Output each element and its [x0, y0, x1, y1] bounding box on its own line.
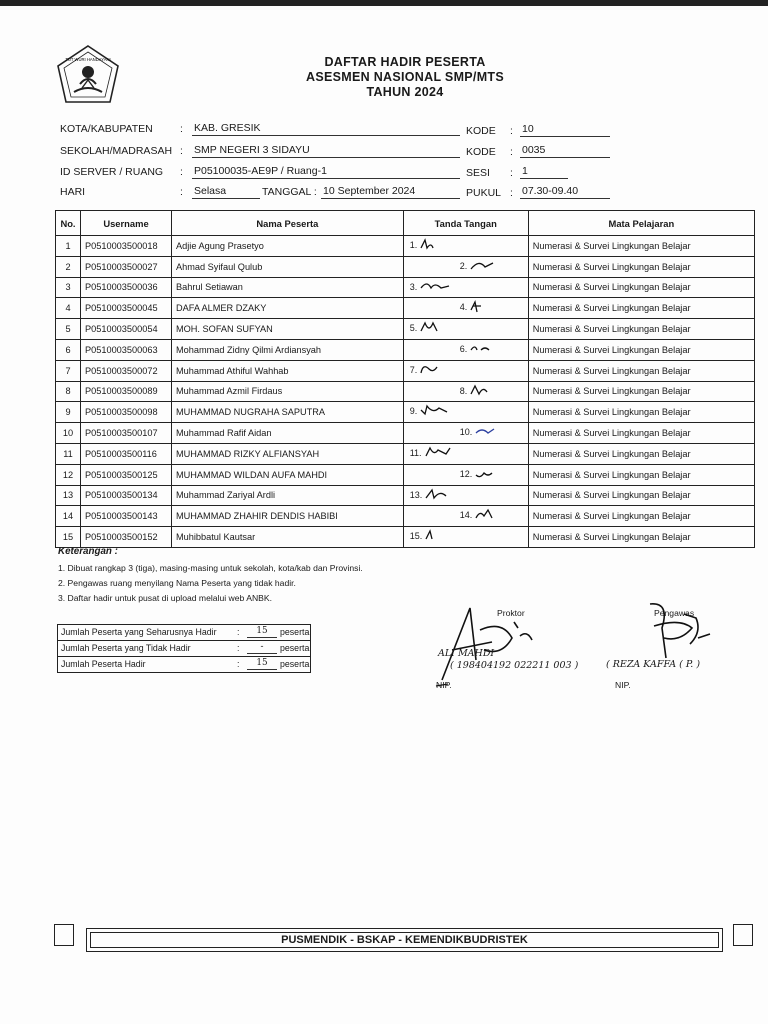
kode1-value: 10 — [520, 123, 610, 137]
cell-signature — [403, 423, 528, 444]
cell-mata-pelajaran: Numerasi & Survei Lingkungan Belajar — [528, 360, 754, 381]
cell-no: 4 — [56, 298, 81, 319]
signature-scribble — [424, 446, 458, 460]
keterangan-item: 3. Daftar hadir untuk pusat di upload melalui web ANBK. — [58, 593, 273, 603]
cell-signature — [403, 298, 528, 319]
cell-nama: MUHAMMAD NUGRAHA SAPUTRA — [172, 402, 404, 423]
footer-text: PUSMENDIK - BSKAP - KEMENDIKBUDRISTEK — [90, 932, 719, 948]
table-row — [56, 506, 755, 527]
sesi-label: SESI — [466, 167, 490, 179]
cell-mata-pelajaran: Numerasi & Survei Lingkungan Belajar — [528, 402, 754, 423]
cell-mata-pelajaran: Numerasi & Survei Lingkungan Belajar — [528, 277, 754, 298]
cell-nama: Muhibbatul Kautsar — [172, 527, 404, 548]
cell-mata-pelajaran: Numerasi & Survei Lingkungan Belajar — [528, 298, 754, 319]
summary-label: Jumlah Peserta yang Seharusnya Hadir — [61, 627, 217, 637]
cell-mata-pelajaran: Numerasi & Survei Lingkungan Belajar — [528, 485, 754, 506]
signature-number: 12. — [459, 468, 473, 479]
signature-scribble — [419, 363, 453, 377]
signature-entry — [460, 259, 504, 273]
signature-entry — [410, 238, 454, 252]
cell-nama: DAFA ALMER DZAKY — [172, 298, 404, 319]
cell-username: P0510003500018 — [81, 236, 172, 257]
colon: : — [180, 166, 183, 178]
summary-unit: peserta — [280, 659, 310, 669]
signature-scribble — [469, 384, 503, 398]
cell-mata-pelajaran: Numerasi & Survei Lingkungan Belajar — [528, 319, 754, 340]
summary-box — [57, 624, 311, 673]
cell-no: 10 — [56, 423, 81, 444]
cell-signature — [403, 402, 528, 423]
table-row — [56, 443, 755, 464]
signature-number: 13. — [409, 489, 423, 500]
colon: : — [510, 146, 513, 158]
summary-unit: peserta — [280, 627, 310, 637]
colon: : — [510, 125, 513, 137]
pukul-value: 07.30-09.40 — [520, 185, 610, 199]
cell-signature — [403, 485, 528, 506]
svg-text:TUT WURI HANDAYANI: TUT WURI HANDAYANI — [65, 57, 111, 62]
signature-scribble — [419, 321, 453, 335]
signature-entry — [410, 280, 454, 294]
cell-no: 15 — [56, 527, 81, 548]
cell-username: P0510003500116 — [81, 443, 172, 464]
table-row — [56, 527, 755, 548]
proktor-nip-handwritten: ( 198404192 022211 003 ) — [450, 660, 579, 671]
summary-value: 15 — [247, 626, 277, 638]
signature-scribble — [469, 342, 503, 356]
cell-nama: MUHAMMAD ZHAHIR DENDIS HABIBI — [172, 506, 404, 527]
col-header-tanda-tangan: Tanda Tangan — [403, 211, 528, 236]
table-row — [56, 256, 755, 277]
signature-scribble — [469, 300, 503, 314]
sesi-value: 1 — [520, 165, 568, 179]
signature-entry — [410, 488, 459, 502]
signature-number: 8. — [459, 385, 468, 396]
cell-no: 13 — [56, 485, 81, 506]
cell-nama: Adjie Agung Prasetyo — [172, 236, 404, 257]
hari-label: HARI — [60, 186, 86, 198]
attendance-table — [55, 210, 755, 548]
table-row — [56, 319, 755, 340]
cell-username: P0510003500107 — [81, 423, 172, 444]
cell-no: 7 — [56, 360, 81, 381]
table-row — [56, 360, 755, 381]
cell-nama: MUHAMMAD RIZKY ALFIANSYAH — [172, 443, 404, 464]
cell-mata-pelajaran: Numerasi & Survei Lingkungan Belajar — [528, 423, 754, 444]
signature-entry — [460, 425, 509, 439]
signature-number: 15. — [409, 531, 423, 542]
colon: : — [180, 123, 183, 135]
table-row — [56, 339, 755, 360]
colon: : — [180, 145, 183, 157]
cell-mata-pelajaran: Numerasi & Survei Lingkungan Belajar — [528, 236, 754, 257]
cell-nama: MUHAMMAD WILDAN AUFA MAHDI — [172, 464, 404, 485]
col-header-no: No. — [56, 211, 81, 236]
footer-left-square — [54, 924, 74, 946]
signature-entry — [460, 342, 504, 356]
proktor-nip-label: NIP. — [436, 680, 452, 690]
signature-scribble — [469, 259, 503, 273]
server-value: P05100035-AE9P / Ruang-1 — [192, 165, 460, 179]
signature-number: 10. — [459, 427, 473, 438]
signature-number: 5. — [409, 323, 418, 334]
server-label: ID SERVER / RUANG — [60, 166, 164, 178]
table-row — [56, 298, 755, 319]
cell-signature — [403, 381, 528, 402]
cell-no: 6 — [56, 339, 81, 360]
signature-entry — [460, 300, 504, 314]
cell-username: P0510003500125 — [81, 464, 172, 485]
sekolah-value: SMP NEGERI 3 SIDAYU — [192, 144, 460, 158]
sekolah-label: SEKOLAH/MADRASAH — [60, 145, 173, 157]
signature-entry — [410, 363, 454, 377]
signature-scribble — [424, 488, 458, 502]
signature-entry — [460, 384, 504, 398]
cell-username: P0510003500036 — [81, 277, 172, 298]
signature-entry — [460, 508, 509, 522]
cell-nama: Muhammad Athiful Wahhab — [172, 360, 404, 381]
cell-no: 8 — [56, 381, 81, 402]
summary-label: Jumlah Peserta yang Tidak Hadir — [61, 643, 191, 653]
colon: : — [180, 186, 183, 198]
cell-no: 11 — [56, 443, 81, 464]
signature-number: 9. — [409, 406, 418, 417]
cell-nama: Ahmad Syifaul Qulub — [172, 256, 404, 277]
cell-mata-pelajaran: Numerasi & Survei Lingkungan Belajar — [528, 527, 754, 548]
summary-colon: : — [237, 643, 240, 653]
proktor-name: ALI MAHDI — [438, 648, 495, 659]
signature-scribble — [419, 280, 453, 294]
signature-entry — [460, 467, 509, 481]
summary-colon: : — [237, 627, 240, 637]
signature-number: 3. — [409, 281, 418, 292]
kode1-label: KODE — [466, 125, 496, 137]
cell-nama: Bahrul Setiawan — [172, 277, 404, 298]
footer-box — [86, 928, 723, 952]
cell-no: 9 — [56, 402, 81, 423]
col-header-nama: Nama Peserta — [172, 211, 404, 236]
signature-scribble — [419, 238, 453, 252]
signature-number: 11. — [409, 447, 422, 458]
summary-unit: peserta — [280, 643, 310, 653]
cell-username: P0510003500054 — [81, 319, 172, 340]
cell-no: 1 — [56, 236, 81, 257]
pengawas-name: ( REZA KAFFA ( P. ) — [606, 659, 701, 670]
cell-mata-pelajaran: Numerasi & Survei Lingkungan Belajar — [528, 443, 754, 464]
cell-username: P0510003500143 — [81, 506, 172, 527]
summary-row — [58, 625, 310, 641]
table-row — [56, 381, 755, 402]
cell-mata-pelajaran: Numerasi & Survei Lingkungan Belajar — [528, 339, 754, 360]
pukul-label: PUKUL — [466, 187, 502, 199]
signature-scribble — [474, 508, 508, 522]
cell-nama: Muhammad Rafif Aidan — [172, 423, 404, 444]
proktor-label: Proktor — [497, 608, 525, 618]
table-header-row — [56, 211, 755, 236]
table-row — [56, 485, 755, 506]
signature-number: 1. — [409, 240, 418, 250]
cell-no: 3 — [56, 277, 81, 298]
cell-signature — [403, 256, 528, 277]
keterangan-item: 1. Dibuat rangkap 3 (tiga), masing-masing untuk sekolah, kota/kab dan Provinsi. — [58, 563, 363, 573]
cell-mata-pelajaran: Numerasi & Survei Lingkungan Belajar — [528, 506, 754, 527]
keterangan-title: Keterangan : — [58, 546, 118, 557]
cell-no: 5 — [56, 319, 81, 340]
table-row — [56, 464, 755, 485]
signature-scribble — [474, 467, 508, 481]
signature-scribble — [474, 425, 508, 439]
col-header-username: Username — [81, 211, 172, 236]
signature-number: 2. — [459, 260, 468, 271]
kode2-value: 0035 — [520, 144, 610, 158]
cell-no: 14 — [56, 506, 81, 527]
tut-wuri-handayani-logo — [52, 44, 124, 110]
summary-colon: : — [237, 659, 240, 669]
cell-username: P0510003500063 — [81, 339, 172, 360]
cell-mata-pelajaran: Numerasi & Survei Lingkungan Belajar — [528, 381, 754, 402]
title-line-2: ASESMEN NASIONAL SMP/MTS — [306, 70, 504, 84]
cell-username: P0510003500072 — [81, 360, 172, 381]
cell-signature — [403, 443, 528, 464]
signature-entry — [410, 446, 458, 460]
colon: : — [510, 167, 513, 179]
cell-signature — [403, 339, 528, 360]
signature-number: 14. — [459, 510, 473, 521]
cell-username: P0510003500027 — [81, 256, 172, 277]
scan-top-edge — [0, 0, 768, 6]
kota-label: KOTA/KABUPATEN — [60, 123, 153, 135]
table-row — [56, 236, 755, 257]
proktor-signature — [432, 600, 542, 690]
signature-scribble — [424, 529, 458, 543]
kode2-label: KODE — [466, 146, 496, 158]
title-line-3: TAHUN 2024 — [366, 85, 444, 99]
cell-signature — [403, 277, 528, 298]
cell-username: P0510003500134 — [81, 485, 172, 506]
kota-value: KAB. GRESIK — [192, 122, 460, 136]
summary-row — [58, 657, 310, 672]
cell-no: 12 — [56, 464, 81, 485]
cell-signature — [403, 527, 528, 548]
cell-nama: Muhammad Azmil Firdaus — [172, 381, 404, 402]
cell-username: P0510003500045 — [81, 298, 172, 319]
summary-value: - — [247, 642, 277, 654]
table-row — [56, 402, 755, 423]
signature-number: 4. — [459, 302, 468, 313]
cell-nama: Muhammad Zariyal Ardli — [172, 485, 404, 506]
pengawas-nip-label: NIP. — [615, 680, 631, 690]
cell-nama: Mohammad Zidny Qilmi Ardiansyah — [172, 339, 404, 360]
cell-nama: MOH. SOFAN SUFYAN — [172, 319, 404, 340]
signature-scribble — [419, 404, 453, 418]
cell-username: P0510003500152 — [81, 527, 172, 548]
cell-signature — [403, 506, 528, 527]
signature-entry — [410, 321, 454, 335]
signature-number: 7. — [409, 364, 418, 375]
cell-signature — [403, 464, 528, 485]
cell-no: 2 — [56, 256, 81, 277]
cell-username: P0510003500089 — [81, 381, 172, 402]
tanggal-label: TANGGAL : — [262, 186, 317, 198]
title-line-1: DAFTAR HADIR PESERTA — [324, 55, 486, 69]
tanggal-value: 10 September 2024 — [321, 185, 460, 199]
signature-entry — [410, 404, 454, 418]
cell-mata-pelajaran: Numerasi & Survei Lingkungan Belajar — [528, 464, 754, 485]
colon: : — [510, 187, 513, 199]
summary-value: 15 — [247, 658, 277, 670]
col-header-mata-pelajaran: Mata Pelajaran — [528, 211, 754, 236]
keterangan-item: 2. Pengawas ruang menyilang Nama Peserta yang tidak hadir. — [58, 578, 296, 588]
signature-number: 6. — [459, 343, 468, 354]
table-row — [56, 423, 755, 444]
pengawas-label: Pengawas — [654, 608, 695, 618]
cell-username: P0510003500098 — [81, 402, 172, 423]
hari-value: Selasa — [192, 185, 260, 199]
summary-label: Jumlah Peserta Hadir — [61, 659, 146, 669]
footer-right-square — [733, 924, 753, 946]
table-row — [56, 277, 755, 298]
signature-entry — [410, 529, 459, 543]
cell-mata-pelajaran: Numerasi & Survei Lingkungan Belajar — [528, 256, 754, 277]
summary-row — [58, 641, 310, 657]
cell-signature — [403, 319, 528, 340]
cell-signature — [403, 236, 528, 257]
cell-signature — [403, 360, 528, 381]
